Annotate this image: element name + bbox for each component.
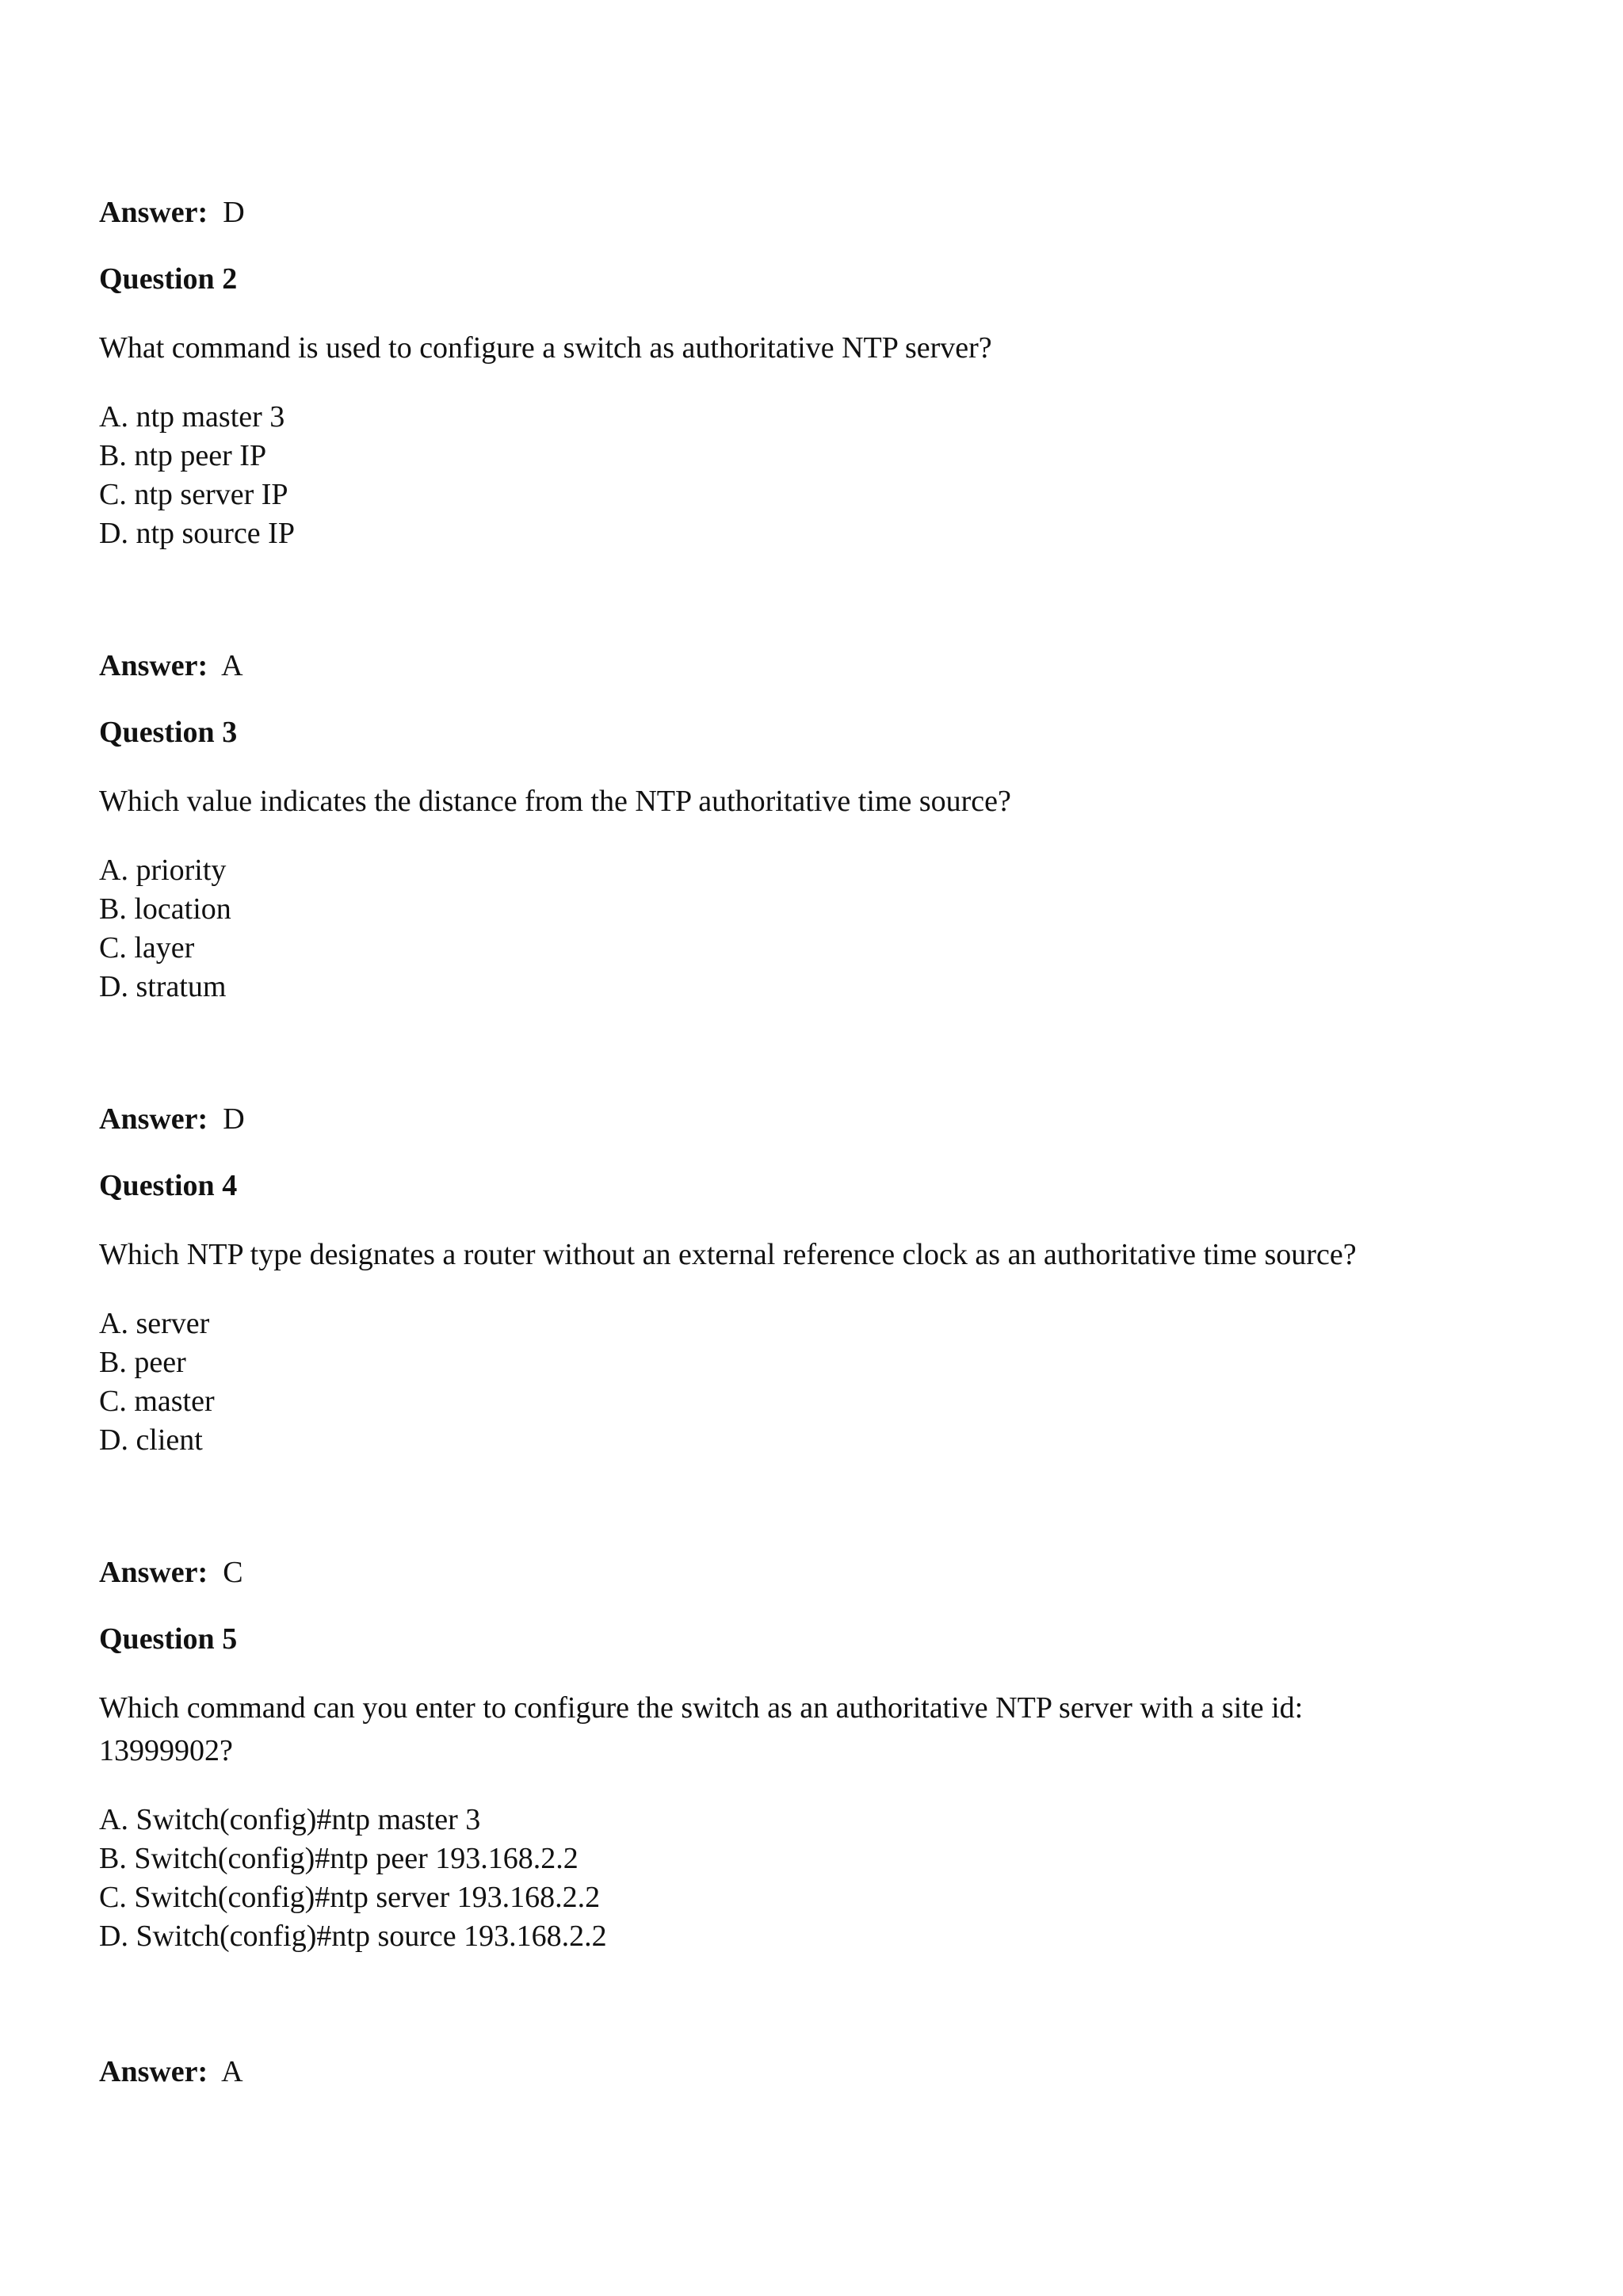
answer-line <box>99 1553 1526 1591</box>
answer-value: D <box>223 1102 245 1136</box>
question-text-line: What command is used to configure a switch as authoritative NTP server? <box>99 331 992 365</box>
option-a: A. Switch(config)#ntp master 3 <box>99 1803 481 1836</box>
option-list <box>99 398 1526 553</box>
option-a: A. server <box>99 1307 210 1340</box>
answer-line <box>99 193 1526 231</box>
answer-line <box>99 647 1526 685</box>
option-list <box>99 851 1526 1007</box>
option-d: D. ntp source IP <box>99 517 295 550</box>
question-text <box>99 327 1526 369</box>
spacer <box>99 1460 1526 1553</box>
answer-value: A <box>221 2055 243 2088</box>
option-a: A. ntp master 3 <box>99 400 285 434</box>
question-text <box>99 780 1526 823</box>
option-c: C. Switch(config)#ntp server 193.168.2.2 <box>99 1881 601 1914</box>
answer-label: Answer: <box>99 1102 208 1136</box>
answer-value: D <box>223 196 245 229</box>
question-title: Question 2 <box>99 262 238 296</box>
question-text <box>99 1233 1526 1276</box>
question-text <box>99 1687 1526 1772</box>
option-c: C. master <box>99 1385 215 1418</box>
page-content <box>99 193 1526 2091</box>
option-c: C. layer <box>99 931 195 965</box>
option-a: A. priority <box>99 854 227 887</box>
question-title: Question 3 <box>99 716 238 749</box>
option-b: B. Switch(config)#ntp peer 193.168.2.2 <box>99 1842 579 1875</box>
answer-value: C <box>223 1556 243 1589</box>
answer-line <box>99 1100 1526 1138</box>
answer-label: Answer: <box>99 196 208 229</box>
option-list <box>99 1305 1526 1460</box>
option-b: B. peer <box>99 1346 186 1379</box>
question-text-line: Which NTP type designates a router without an external reference clock as an authoritative time source? <box>99 1238 1357 1271</box>
answer-label: Answer: <box>99 649 208 682</box>
spacer <box>99 1956 1526 2053</box>
answer-line <box>99 2053 1526 2091</box>
option-c: C. ntp server IP <box>99 478 288 511</box>
spacer <box>99 1007 1526 1100</box>
option-list <box>99 1801 1526 1956</box>
option-d: D. Switch(config)#ntp source 193.168.2.2 <box>99 1920 607 1953</box>
answer-label: Answer: <box>99 2055 208 2088</box>
option-b: B. location <box>99 892 231 926</box>
question-text-line: Which value indicates the distance from the NTP authoritative time source? <box>99 785 1011 818</box>
option-d: D. stratum <box>99 970 227 1003</box>
question-text-line: 13999902? <box>99 1734 233 1767</box>
question-title: Question 4 <box>99 1169 238 1202</box>
spacer <box>99 553 1526 647</box>
option-b: B. ntp peer IP <box>99 439 267 472</box>
question-title: Question 5 <box>99 1622 238 1656</box>
option-d: D. client <box>99 1423 203 1457</box>
answer-value: A <box>221 649 243 682</box>
answer-label: Answer: <box>99 1556 208 1589</box>
question-text-line: Which command can you enter to configure the switch as an authoritative NTP server with a site id: <box>99 1691 1304 1725</box>
